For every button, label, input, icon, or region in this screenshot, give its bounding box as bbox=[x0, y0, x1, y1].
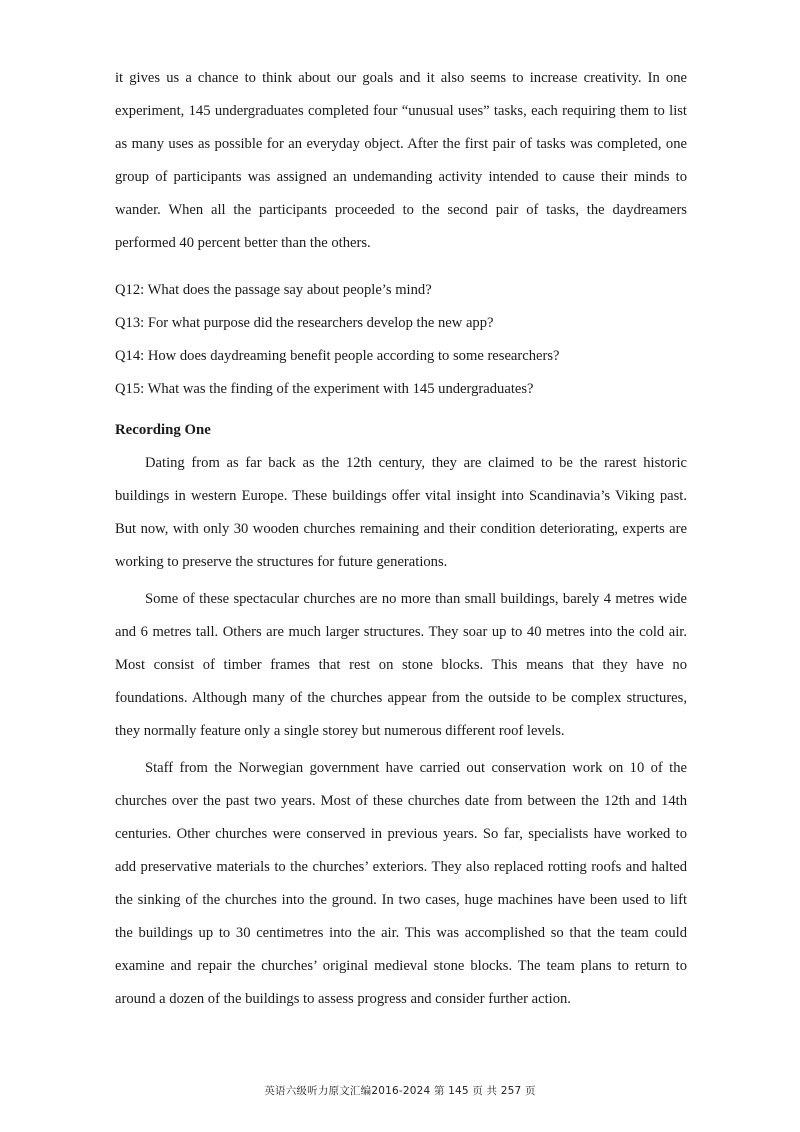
question-q14: Q14: How does daydreaming benefit people according to some researchers? bbox=[115, 348, 560, 364]
recording-paragraph-2: Some of these spectacular churches are no more than small buildings, barely 4 metres wide and 6 metres tall. Others are much larger structures. They soar up to 40 metres into the cold air. Most consist of timber frames that rest on stone blocks. This means that they have no foundations. Although many of the churches appear from the outside to be complex structures, they normally feature only a single storey but numerous different roof levels. bbox=[115, 591, 687, 739]
question-q13: Q13: For what purpose did the researchers develop the new app? bbox=[115, 315, 494, 331]
question-q12: Q12: What does the passage say about people’s mind? bbox=[115, 282, 432, 298]
page-footer: 英语六级听力原文汇编2016-2024 第 145 页 共 257 页 bbox=[264, 1085, 536, 1097]
document-body bbox=[115, 62, 687, 1016]
question-list bbox=[115, 274, 687, 406]
recording-paragraph-1: Dating from as far back as the 12th century, they are claimed to be the rarest historic buildings in western Europe. These buildings offer vital insight into Scandinavia’s Viking past. But now, with only 30 wooden churches remaining and their condition deteriorating, experts are working to preserve the structures for future generations. bbox=[115, 455, 687, 570]
section-heading: Recording One bbox=[115, 422, 211, 438]
question-q15: Q15: What was the finding of the experiment with 145 undergraduates? bbox=[115, 381, 534, 397]
recording-paragraph-3: Staff from the Norwegian government have carried out conservation work on 10 of the churches over the past two years. Most of these churches date from between the 12th and 14th centuries. Other churches were conserved in previous years. So far, specialists have worked to add preservative materials to the churches’ exteriors. They also replaced rotting roofs and halted the sinking of the churches into the ground. In two cases, huge machines have been used to lift the buildings up to 30 centimetres into the air. This was accomplished so that the team could examine and repair the churches’ original medieval stone blocks. The team plans to return to around a dozen of the buildings to assess progress and consider further action. bbox=[115, 760, 687, 1007]
continuation-paragraph: it gives us a chance to think about our goals and it also seems to increase creativity. In one experiment, 145 undergraduates completed four “unusual uses” tasks, each requiring them to list as many uses as possible for an everyday object. After the first pair of tasks was completed, one group of participants was assigned an undemanding activity intended to cause their minds to wander. When all the participants proceeded to the second pair of tasks, the daydreamers performed 40 percent better than the others. bbox=[115, 70, 687, 251]
